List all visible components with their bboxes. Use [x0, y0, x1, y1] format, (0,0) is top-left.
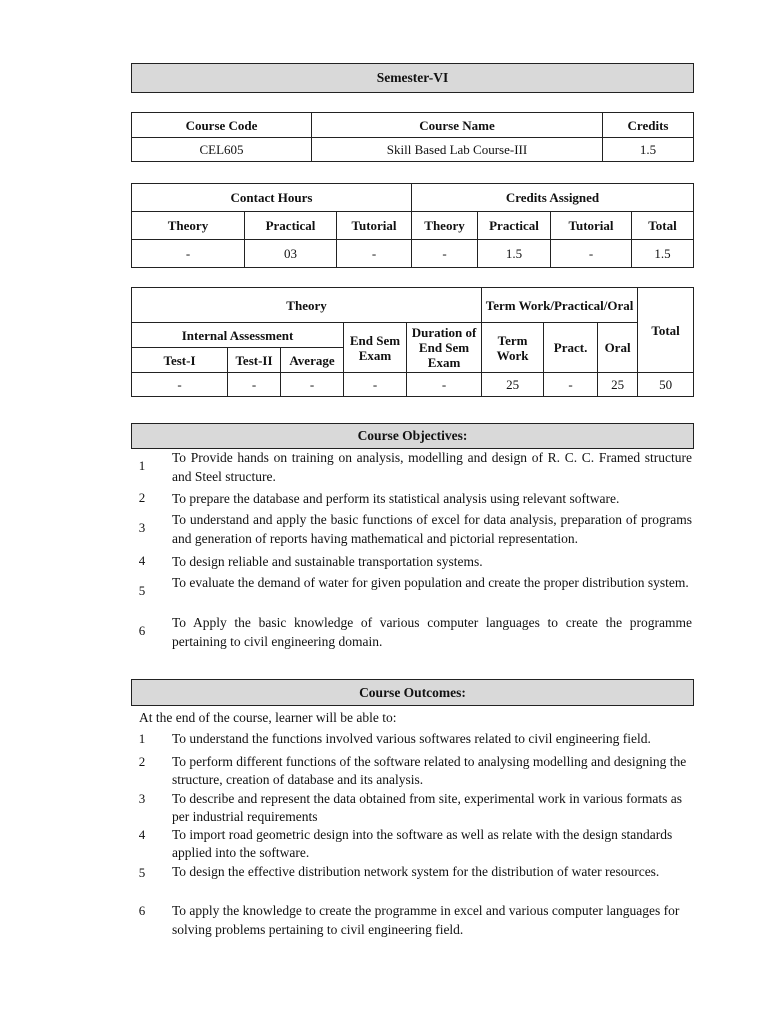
- exam-scheme-table: [131, 287, 694, 397]
- outcome-number: 4: [138, 827, 146, 842]
- oral-cell: 25: [598, 373, 638, 397]
- average-cell: -: [281, 373, 344, 397]
- contact-practical-cell: 03: [245, 240, 337, 268]
- objective-item: [131, 552, 692, 572]
- end-sem-cell: -: [344, 373, 407, 397]
- outcome-number: 1: [138, 731, 146, 746]
- outcomes-intro: At the end of the course, learner will be able to:: [139, 710, 397, 725]
- outcome-number: 5: [138, 865, 146, 880]
- objective-text: To understand and apply the basic functions of excel for data analysis, preparation of programs and generation of reports having mathematical and pictorial representation.: [172, 512, 692, 546]
- contact-hours-group: Contact Hours: [132, 184, 412, 212]
- average-header: Average: [281, 348, 344, 373]
- outcome-item: [131, 753, 692, 789]
- contact-practical-header: Practical: [245, 212, 337, 240]
- objective-item: [131, 448, 692, 488]
- objective-text: To Apply the basic knowledge of various computer languages to create the programme pertaining to civil engineering domain.: [172, 615, 692, 649]
- objective-text: To design reliable and sustainable transportation systems.: [172, 554, 483, 569]
- objective-item: [131, 489, 692, 509]
- credits-tutorial-cell: -: [551, 240, 632, 268]
- objective-number: 3: [138, 520, 146, 535]
- course-table: [131, 112, 694, 162]
- objective-number: 6: [138, 623, 146, 638]
- objective-item: [131, 573, 692, 613]
- term-work-cell: 25: [482, 373, 544, 397]
- objective-number: 2: [138, 490, 146, 505]
- objective-item: [131, 510, 692, 550]
- objective-number: 1: [138, 458, 146, 473]
- objective-number: 4: [138, 553, 146, 568]
- exam-total-cell: 50: [638, 373, 694, 397]
- outcome-text: To describe and represent the data obtained from site, experimental work in various formats as per industrial requirements: [172, 791, 683, 824]
- outcome-text: To understand the functions involved various softwares related to civil engineering field.: [172, 731, 651, 746]
- outcome-item: [131, 862, 692, 900]
- objectives-title: Course Objectives:: [131, 423, 694, 449]
- outcome-item: [131, 790, 692, 826]
- oral-header: Oral: [598, 323, 638, 373]
- outcome-number: 6: [138, 903, 146, 918]
- term-work-group: Term Work/Practical/Oral: [482, 288, 638, 323]
- term-work-header: Term Work: [482, 323, 544, 373]
- duration-cell: -: [407, 373, 482, 397]
- pract-header: Pract.: [544, 323, 598, 373]
- contact-tutorial-header: Tutorial: [337, 212, 412, 240]
- course-code-cell: CEL605: [132, 138, 312, 162]
- test1-header: Test-I: [132, 348, 228, 373]
- credits-total-cell: 1.5: [632, 240, 694, 268]
- outcome-item: [131, 730, 692, 750]
- objective-text: To prepare the database and perform its statistical analysis using relevant software.: [172, 491, 620, 506]
- course-name-header: Course Name: [312, 113, 603, 138]
- test2-header: Test-II: [228, 348, 281, 373]
- duration-header: Duration of End Sem Exam: [407, 323, 482, 373]
- contact-hours-table: [131, 183, 694, 268]
- outcome-item: [131, 901, 692, 939]
- credits-theory-header: Theory: [412, 212, 478, 240]
- credits-practical-header: Practical: [478, 212, 551, 240]
- exam-total-header: Total: [638, 288, 694, 373]
- objective-item: [131, 613, 692, 653]
- outcome-text: To design the effective distribution network system for the distribution of water resources.: [172, 864, 660, 879]
- credits-theory-cell: -: [412, 240, 478, 268]
- outcomes-title: Course Outcomes:: [131, 679, 694, 706]
- objective-text: To evaluate the demand of water for given population and create the proper distribution system.: [172, 575, 689, 590]
- objective-text: To Provide hands on training on analysis, modelling and design of R. C. C. Framed structure and Steel structure.: [172, 450, 692, 484]
- theory-group: Theory: [132, 288, 482, 323]
- credits-tutorial-header: Tutorial: [551, 212, 632, 240]
- outcome-text: To perform different functions of the software related to analysing modelling and designing the structure, creation of database and its analysis.: [172, 754, 687, 787]
- course-name-cell: Skill Based Lab Course-III: [312, 138, 603, 162]
- contact-theory-cell: -: [132, 240, 245, 268]
- outcome-text: To apply the knowledge to create the programme in excel and various computer languages for solving problems pertaining to civil engineering field.: [172, 903, 680, 937]
- credits-header: Credits: [603, 113, 694, 138]
- credits-assigned-group: Credits Assigned: [412, 184, 694, 212]
- credits-total-header: Total: [632, 212, 694, 240]
- end-sem-exam-header: End Sem Exam: [344, 323, 407, 373]
- contact-tutorial-cell: -: [337, 240, 412, 268]
- pract-cell: -: [544, 373, 598, 397]
- internal-assessment-header: Internal Assessment: [132, 323, 344, 348]
- test1-cell: -: [132, 373, 228, 397]
- semester-banner: Semester-VI: [131, 63, 694, 93]
- outcome-number: 2: [138, 754, 146, 769]
- credits-practical-cell: 1.5: [478, 240, 551, 268]
- outcome-text: To import road geometric design into the software as well as relate with the design standards applied into the software.: [172, 827, 673, 860]
- outcome-number: 3: [138, 791, 146, 806]
- outcome-item: [131, 826, 692, 862]
- test2-cell: -: [228, 373, 281, 397]
- contact-theory-header: Theory: [132, 212, 245, 240]
- credits-cell: 1.5: [603, 138, 694, 162]
- course-code-header: Course Code: [132, 113, 312, 138]
- objective-number: 5: [138, 583, 146, 598]
